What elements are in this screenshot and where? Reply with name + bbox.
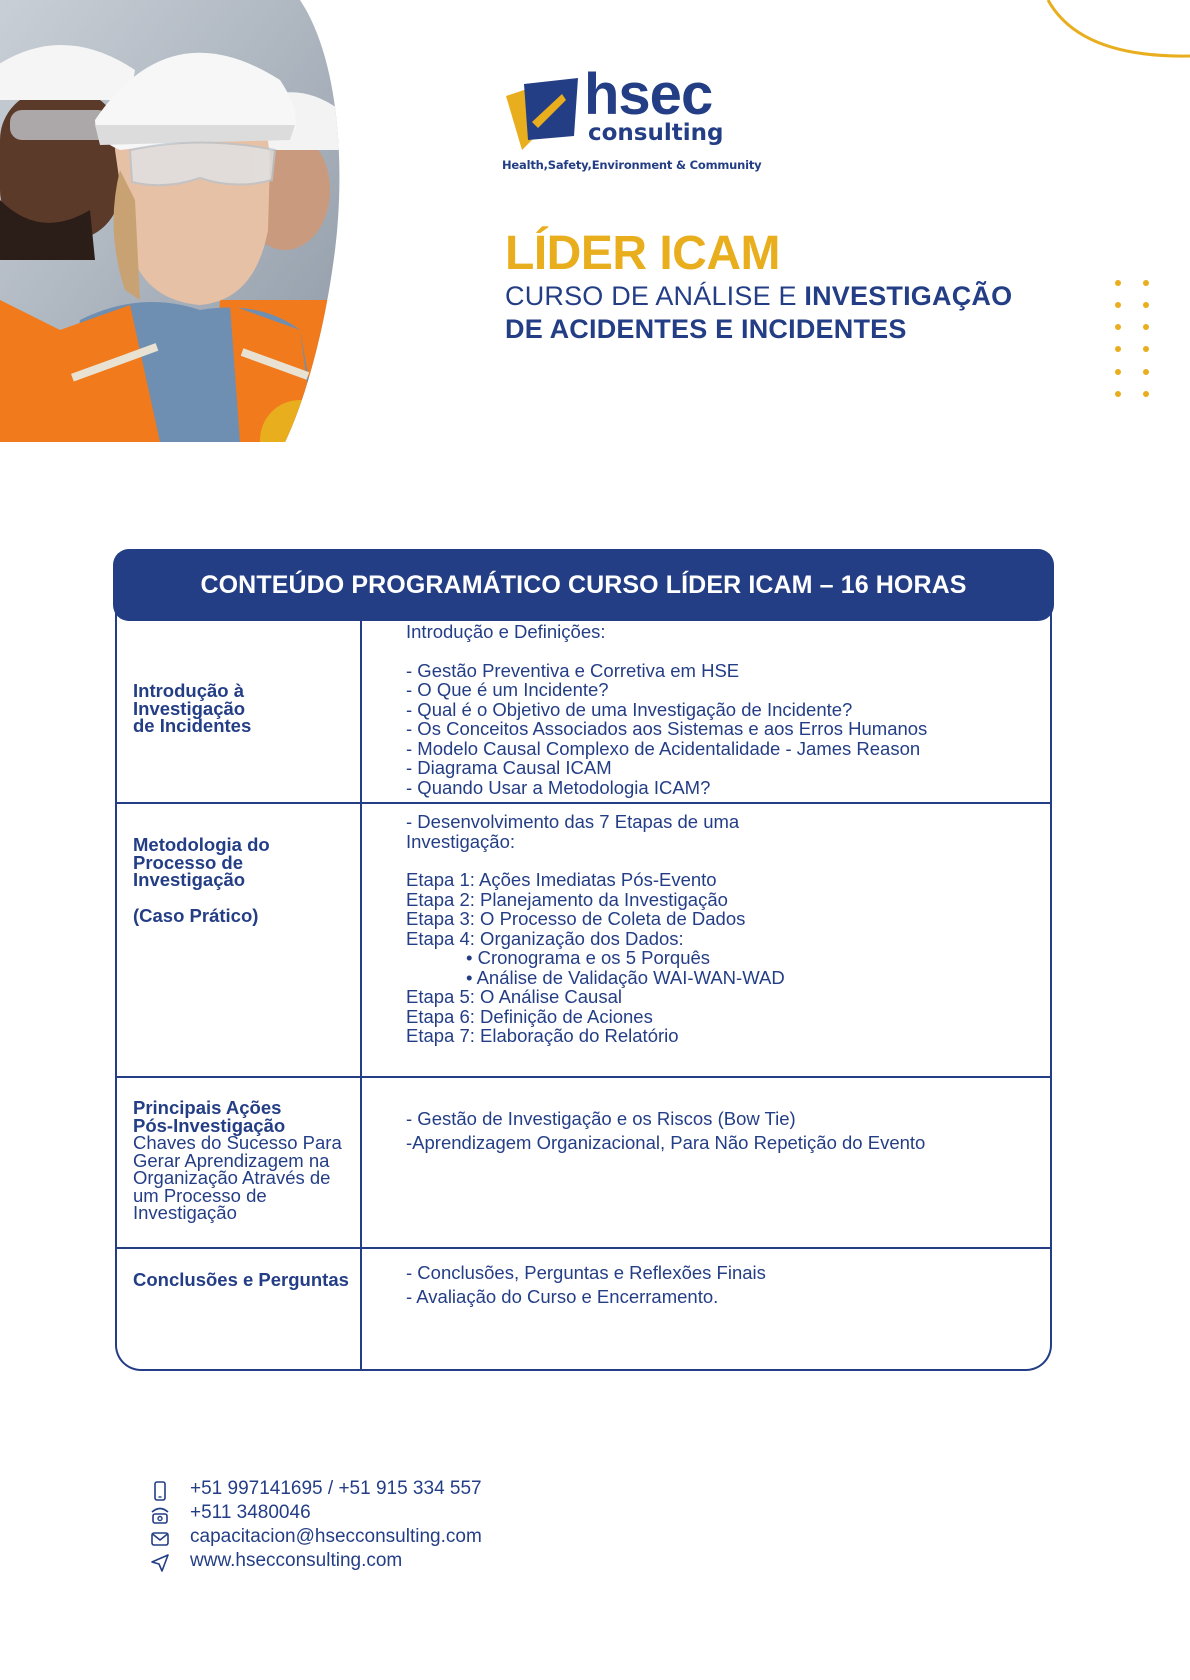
table-row [117,1078,1050,1249]
topic-line: Metodologia do [133,834,270,855]
row-topic-text [133,1099,353,1222]
topic-line: Investigação [133,869,246,890]
topic-line: de Incidentes [133,715,252,736]
contact-website-link[interactable]: www.hsecconsulting.com [190,1550,403,1571]
table-row [117,1249,1050,1371]
topic-line: Pós-Investigação [133,1114,286,1136]
content-line: Etapa 6: Definição de Aciones [406,1005,653,1027]
topic-line: Conclusões e Perguntas [133,1269,349,1290]
row-topic [117,1249,362,1371]
content-line: - Desenvolvimento das 7 Etapas de uma [406,811,740,832]
email-icon [150,1529,170,1549]
content-line: -Aprendizagem Organizacional, Para Não Repetição do Evento [406,1132,926,1153]
row-content [364,1249,1050,1371]
hero-photo [0,0,345,442]
row-content-text [406,1107,1036,1155]
decorative-dots [1113,275,1153,425]
content-bullet: • Análise de Validação WAI-WAN-WAD [466,966,785,988]
topic-line: Organização Através de [133,1167,331,1188]
row-content-text [406,812,1036,1046]
row-topic-text [133,682,353,735]
topic-line: Chaves do Sucesso Para [133,1132,342,1153]
logo-mark-icon [502,78,582,150]
content-line: Investigação: [406,830,516,852]
content-line: - O Que é um Incidente? [406,679,609,700]
contact-info [150,1478,570,1574]
content-line: - Modelo Causal Complexo de Acidentalidade - James Reason [406,737,921,759]
row-content [364,1078,1050,1247]
send-icon [150,1553,170,1573]
logo-tagline: Health,Safety,Environment & Community [502,158,762,172]
subtitle-plain: CURSO DE ANÁLISE E [505,281,805,311]
table-row [117,804,1050,1078]
logo-wordmark: hsec [584,62,713,127]
table-header: CONTEÚDO PROGRAMÁTICO CURSO LÍDER ICAM – 16 HORAS [113,549,1054,621]
topic-line: Gerar Aprendizagem na [133,1149,330,1171]
content-line: Etapa 2: Planejamento da Investigação [406,888,728,910]
content-line: - Quando Usar a Metodologia ICAM? [406,776,711,798]
row-topic-text [133,1271,353,1289]
hero-photo-illustration [0,0,345,442]
row-topic [117,804,362,1076]
content-line: - Qual é o Objetivo de uma Investigação de Incidente? [406,698,853,720]
content-line: Etapa 7: Elaboração do Relatório [406,1025,679,1046]
row-content [364,804,1050,1076]
topic-line: Introdução à Investigação [133,680,246,719]
content-line: - Conclusões, Perguntas e Reflexões Finais [406,1262,766,1283]
row-topic-note [133,907,353,925]
contact-mobile-text[interactable]: +51 997141695 / +51 915 334 557 [190,1478,482,1499]
subtitle-bold: INVESTIGAÇÃO [804,281,1013,311]
topic-line: um Processo de [133,1184,267,1206]
content-line: Etapa 3: O Processo de Coleta de Dados [406,908,746,929]
row-topic [117,599,362,802]
content-line: Etapa 1: Ações Imediatas Pós-Evento [406,869,717,890]
table-body [115,599,1052,1371]
content-line: Introdução e Definições: [406,621,606,642]
content-line: - Gestão Preventiva e Corretiva em HSE [406,659,740,681]
contact-email [150,1526,570,1550]
decorative-arc [1040,0,1190,62]
contact-phone-text[interactable]: +511 3480046 [190,1502,311,1523]
telephone-icon [150,1505,170,1525]
contact-mobile [150,1478,570,1502]
row-content [364,599,1050,802]
topic-note: (Caso Prático) [133,905,259,926]
row-content-text [406,1261,1036,1309]
content-line: - Avaliação do Curso e Encerramento. [406,1286,719,1307]
table-row [117,599,1050,804]
hsec-logo [502,62,762,180]
content-line: Etapa 5: O Análise Causal [406,986,622,1007]
course-title: LÍDER ICAM [505,227,780,280]
content-line: - Diagrama Causal ICAM [406,757,612,778]
course-subtitle [505,280,1012,346]
topic-line: Investigação [133,1202,237,1223]
topic-line: Principais Ações [133,1097,282,1118]
content-line: Etapa 4: Organização dos Dados: [406,927,684,949]
row-topic [117,1078,362,1247]
topic-line: Processo de [133,851,244,873]
logo-subword: consulting [588,120,724,146]
contact-phone [150,1502,570,1526]
mobile-phone-icon [150,1481,170,1501]
contact-email-link[interactable]: capacitacion@hsecconsulting.com [190,1526,482,1547]
content-line: - Gestão de Investigação e os Riscos (Bow Tie) [406,1108,796,1129]
row-topic-text [133,836,353,889]
course-content-table [113,549,1054,1371]
subtitle-line2: DE ACIDENTES E INCIDENTES [505,314,907,344]
contact-website [150,1550,570,1574]
row-content-text [406,622,1036,797]
content-line: - Os Conceitos Associados aos Sistemas e aos Erros Humanos [406,718,928,739]
content-bullet: • Cronograma e os 5 Porquês [466,947,711,968]
